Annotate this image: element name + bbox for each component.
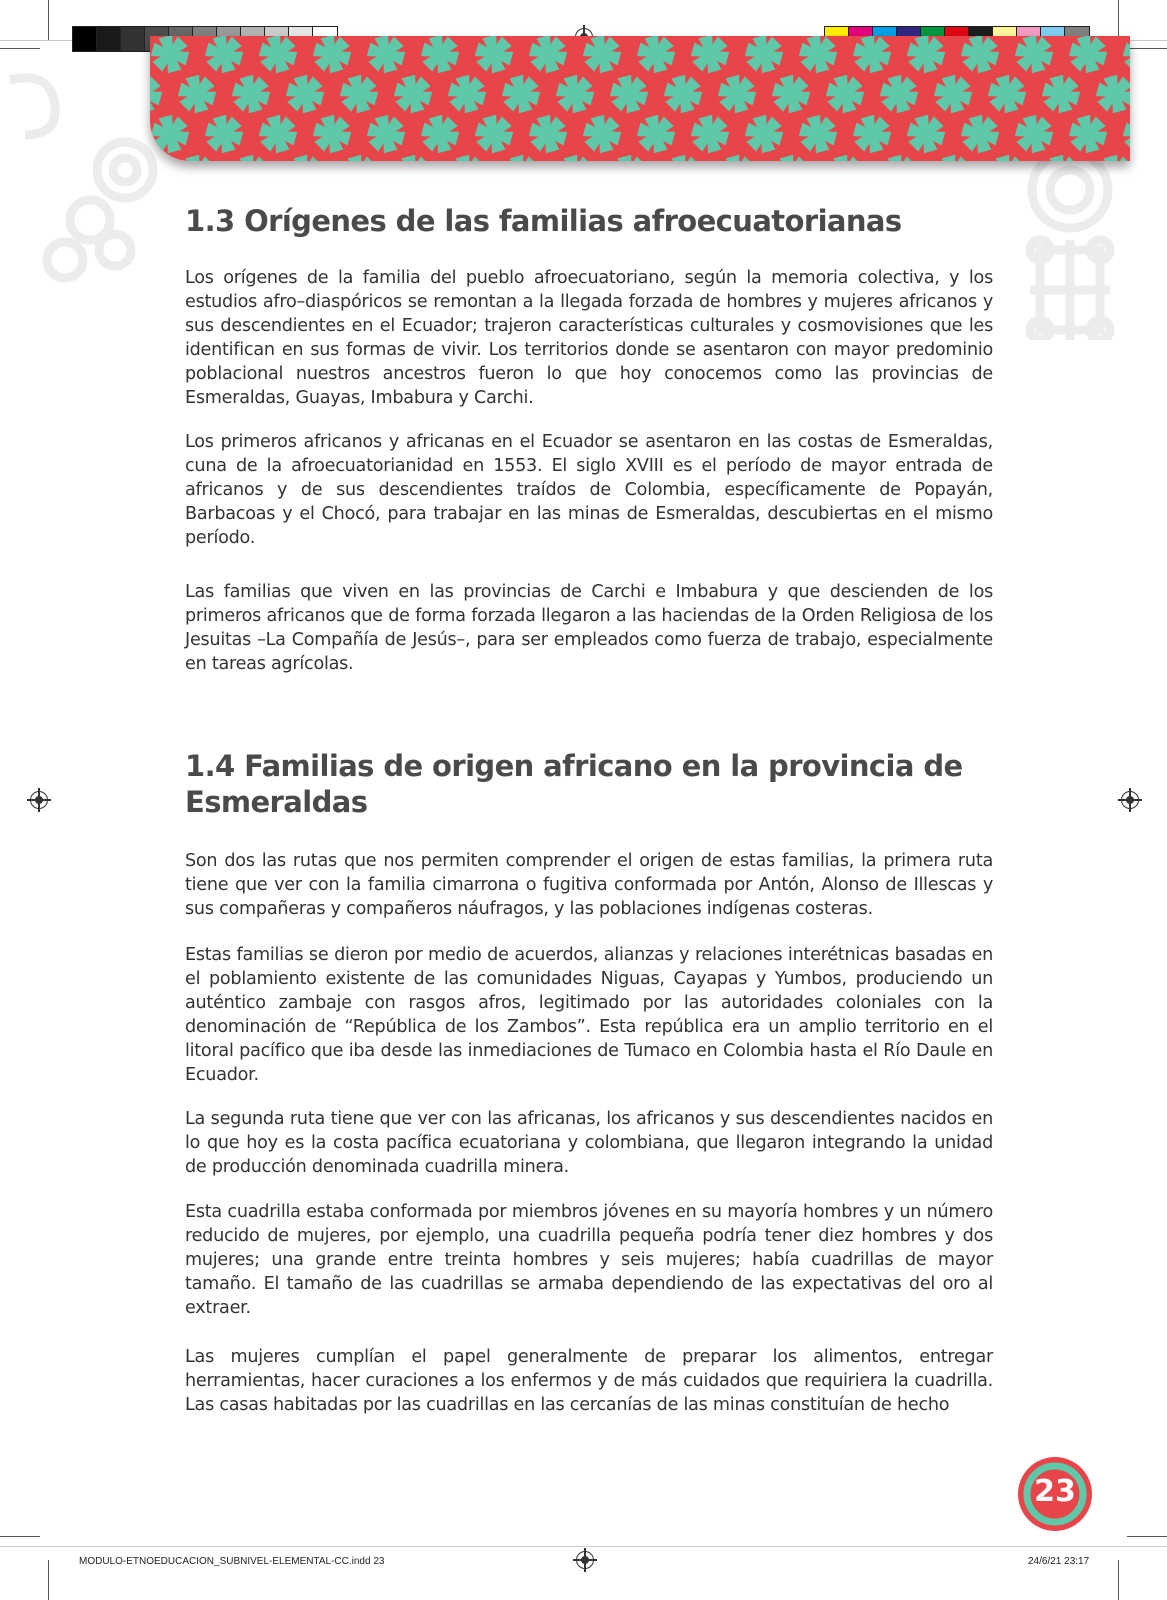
paragraph: Las mujeres cumplían el papel generalmente de preparar los alimentos, entregar herramientas, hacer curaciones a los enfermos y de más cuidados que requiriera la cuadrilla. Las casas habitadas por las cuadrillas en las cercanías de las minas constituían de hecho (185, 1347, 993, 1415)
footer-filename: MODULO-ETNOEDUCACION_SUBNIVEL-ELEMENTAL-CC.indd 23 (79, 1556, 385, 1567)
paragraph: La segunda ruta tiene que ver con las africanas, los africanos y sus descendientes nacidos en lo que hoy es la costa pacífica ecuatoriana y colombiana, que llegaron integrando la unidad de producción denominada cuadrilla minera. (185, 1109, 993, 1177)
registration-mark-icon (1121, 791, 1139, 809)
swirl-ornament-icon (1000, 150, 1140, 340)
paragraph: Esta cuadrilla estaba conformada por miembros jóvenes en su mayoría hombres y un número reducido de mujeres, por ejemplo, una cuadrilla pequeña podría tener diez hombres y dos mujeres; una grande entre treinta hombres y seis mujeres; había cuadrillas de mayor tamaño. El tamaño de las cuadrillas se armaba dependiendo de las expectativas del oro al extraer. (185, 1202, 993, 1318)
section-heading-1-3: 1.3 Orígenes de las familias afroecuatorianas (185, 204, 902, 238)
paragraph: Los orígenes de la familia del pueblo afroecuatoriano, según la memoria colectiva, y los estudios afro–diaspóricos se remontan a la llegada forzada de hombres y mujeres africanos y sus descendientes en el Ecuador; trajeron características culturales y cosmovisiones que les identifican en sus formas de vivir. Los territorios donde se asentaron con mayor predominio poblacional nuestros ancestros fueron lo que hoy conocemos como las provincias de Esmeraldas, Guayas, Imbabura y Carchi. (185, 268, 993, 408)
footer-datetime: 24/6/21 23:17 (1028, 1556, 1090, 1567)
crop-mark (48, 1560, 49, 1600)
page-number: 23 (1034, 1474, 1076, 1509)
color-swatch (121, 27, 145, 51)
paragraph: Estas familias se dieron por medio de acuerdos, alianzas y relaciones interétnicas basadas en el poblamiento existente de las comunidades Niguas, Cayapas y Yumbos, produciendo un auténtico zambaje con rasgos afros, legitimado por las autoridades coloniales con la denominación de “República de los Zambos”. Esta república era un amplio territorio en el litoral pacífico que iba desde las inmediaciones de Tumaco en Colombia hasta el Río Daule en Ecuador. (185, 945, 993, 1085)
crop-mark (1127, 48, 1167, 49)
section-heading-line: 1.4 Familias de origen africano en la provincia de (185, 749, 963, 783)
section-heading-1-4 (185, 748, 963, 820)
section-heading-line: Esmeraldas (185, 785, 368, 819)
color-swatch (73, 27, 97, 51)
crop-mark (0, 1536, 40, 1537)
paragraph: Son dos las rutas que nos permiten comprender el origen de estas familias, la primera ruta tiene que ver con la familia cimarrona o fugitiva conformada por Antón, Alonso de Illescas y sus compañeras y compañeros náufragos, y las poblaciones indígenas costeras. (185, 851, 993, 919)
trim-line (0, 1546, 1167, 1547)
crop-mark (0, 48, 40, 49)
swirl-ornament-icon (0, 50, 160, 290)
header-pattern-banner (150, 36, 1130, 161)
crop-mark (1118, 1560, 1119, 1600)
crop-mark (1118, 0, 1119, 40)
registration-mark-icon (30, 791, 48, 809)
color-swatch (97, 27, 121, 51)
paragraph: Las familias que viven en las provincias de Carchi e Imbabura y que descienden de los primeros africanos que de forma forzada llegaron a las haciendas de la Orden Religiosa de los Jesuitas –La Compañía de Jesús–, para ser empleados como fuerza de trabajo, especialmente en tareas agrícolas. (185, 582, 993, 674)
registration-mark-icon (576, 1551, 594, 1569)
paragraph: Los primeros africanos y africanas en el Ecuador se asentaron en las costas de Esmeraldas, cuna de la afroecuatorianidad en 1553. El siglo XVIII es el período de mayor entrada de africanos y de sus descendientes traídos de Colombia, específicamente de Popayán, Barbacoas y el Chocó, para trabajar en las minas de Esmeraldas, descubiertas en el mismo período. (185, 432, 993, 548)
page-number-badge (1016, 1455, 1094, 1533)
crop-mark (48, 0, 49, 40)
crop-mark (1127, 1536, 1167, 1537)
